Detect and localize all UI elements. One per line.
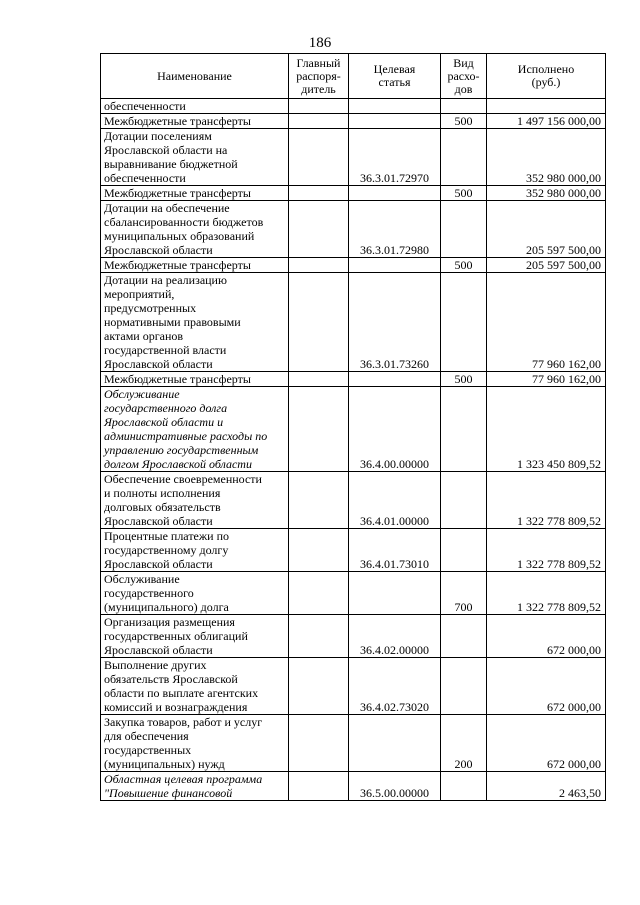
type-cell [441, 658, 487, 715]
table-row [101, 114, 606, 129]
type-cell: 200 [441, 715, 487, 772]
article-cell: 36.3.01.72970 [349, 129, 441, 186]
name-cell: Дотации на обеспечение сбалансированности бюджетов муниципальных образований Ярославской области [101, 201, 289, 258]
admin-cell [289, 129, 349, 186]
table-row [101, 772, 606, 801]
type-cell: 500 [441, 114, 487, 129]
header-article: Целевая статья [349, 54, 441, 99]
amount-cell: 352 980 000,00 [487, 129, 606, 186]
type-cell [441, 772, 487, 801]
admin-cell [289, 658, 349, 715]
admin-cell [289, 529, 349, 572]
admin-cell [289, 715, 349, 772]
article-cell: 36.4.01.00000 [349, 472, 441, 529]
type-cell: 500 [441, 258, 487, 273]
table-row [101, 372, 606, 387]
amount-cell: 77 960 162,00 [487, 273, 606, 372]
article-cell [349, 258, 441, 273]
type-cell [441, 273, 487, 372]
table-row [101, 472, 606, 529]
name-cell: Межбюджетные трансферты [101, 258, 289, 273]
amount-cell [487, 99, 606, 114]
type-cell [441, 529, 487, 572]
amount-cell: 1 497 156 000,00 [487, 114, 606, 129]
admin-cell [289, 572, 349, 615]
type-cell [441, 201, 487, 258]
admin-cell [289, 772, 349, 801]
table-row [101, 529, 606, 572]
admin-cell [289, 258, 349, 273]
article-cell [349, 372, 441, 387]
article-cell: 36.4.00.00000 [349, 387, 441, 472]
header-executed: Исполнено (руб.) [487, 54, 606, 99]
name-cell: Обслуживание государственного (муниципального) долга [101, 572, 289, 615]
table-row [101, 273, 606, 372]
amount-cell: 672 000,00 [487, 715, 606, 772]
name-cell: обеспеченности [101, 99, 289, 114]
admin-cell [289, 201, 349, 258]
amount-cell: 1 322 778 809,52 [487, 572, 606, 615]
table-row [101, 129, 606, 186]
article-cell [349, 114, 441, 129]
amount-cell: 1 323 450 809,52 [487, 387, 606, 472]
admin-cell [289, 114, 349, 129]
admin-cell [289, 615, 349, 658]
name-cell: Обслуживание государственного долга Ярославской области и административные расходы по управлению государственным долгом Ярославской области [101, 387, 289, 472]
name-cell: Организация размещения государственных облигаций Ярославской области [101, 615, 289, 658]
amount-cell: 672 000,00 [487, 658, 606, 715]
article-cell: 36.5.00.00000 [349, 772, 441, 801]
admin-cell [289, 99, 349, 114]
type-cell [441, 472, 487, 529]
name-cell: Межбюджетные трансферты [101, 372, 289, 387]
name-cell: Областная целевая программа "Повышение финансовой [101, 772, 289, 801]
table-row [101, 658, 606, 715]
header-admin: Главный распоря- дитель [289, 54, 349, 99]
name-cell: Процентные платежи по государственному долгу Ярославской области [101, 529, 289, 572]
type-cell [441, 99, 487, 114]
amount-cell: 77 960 162,00 [487, 372, 606, 387]
article-cell: 36.3.01.73260 [349, 273, 441, 372]
table-row [101, 572, 606, 615]
type-cell: 500 [441, 186, 487, 201]
article-cell: 36.4.02.00000 [349, 615, 441, 658]
name-cell: Дотации на реализацию мероприятий, предусмотренных нормативными правовыми актами органов государственной власти Ярославской области [101, 273, 289, 372]
admin-cell [289, 387, 349, 472]
article-cell [349, 572, 441, 615]
header-type: Вид расхо- дов [441, 54, 487, 99]
table-row [101, 201, 606, 258]
page-number: 186 [308, 35, 332, 51]
type-cell: 700 [441, 572, 487, 615]
admin-cell [289, 186, 349, 201]
name-cell: Дотации поселениям Ярославской области на выравнивание бюджетной обеспеченности [101, 129, 289, 186]
type-cell: 500 [441, 372, 487, 387]
table-row [101, 387, 606, 472]
amount-cell: 672 000,00 [487, 615, 606, 658]
name-cell: Межбюджетные трансферты [101, 114, 289, 129]
table-row [101, 186, 606, 201]
name-cell: Выполнение других обязательств Ярославской области по выплате агентских комиссий и вознаграждения [101, 658, 289, 715]
type-cell [441, 129, 487, 186]
article-cell: 36.4.01.73010 [349, 529, 441, 572]
name-cell: Межбюджетные трансферты [101, 186, 289, 201]
table-header-row [101, 54, 606, 99]
admin-cell [289, 372, 349, 387]
admin-cell [289, 273, 349, 372]
article-cell [349, 186, 441, 201]
type-cell [441, 387, 487, 472]
name-cell: Обеспечение своевременности и полноты исполнения долговых обязательств Ярославской области [101, 472, 289, 529]
type-cell [441, 615, 487, 658]
table-row [101, 99, 606, 114]
amount-cell: 2 463,50 [487, 772, 606, 801]
article-cell [349, 715, 441, 772]
table-row [101, 615, 606, 658]
admin-cell [289, 472, 349, 529]
article-cell: 36.3.01.72980 [349, 201, 441, 258]
article-cell [349, 99, 441, 114]
budget-table [100, 53, 606, 801]
article-cell: 36.4.02.73020 [349, 658, 441, 715]
header-name: Наименование [101, 54, 289, 99]
table-row [101, 715, 606, 772]
amount-cell: 352 980 000,00 [487, 186, 606, 201]
amount-cell: 1 322 778 809,52 [487, 472, 606, 529]
amount-cell: 1 322 778 809,52 [487, 529, 606, 572]
table-row [101, 258, 606, 273]
amount-cell: 205 597 500,00 [487, 201, 606, 258]
name-cell: Закупка товаров, работ и услуг для обеспечения государственных (муниципальных) нужд [101, 715, 289, 772]
amount-cell: 205 597 500,00 [487, 258, 606, 273]
